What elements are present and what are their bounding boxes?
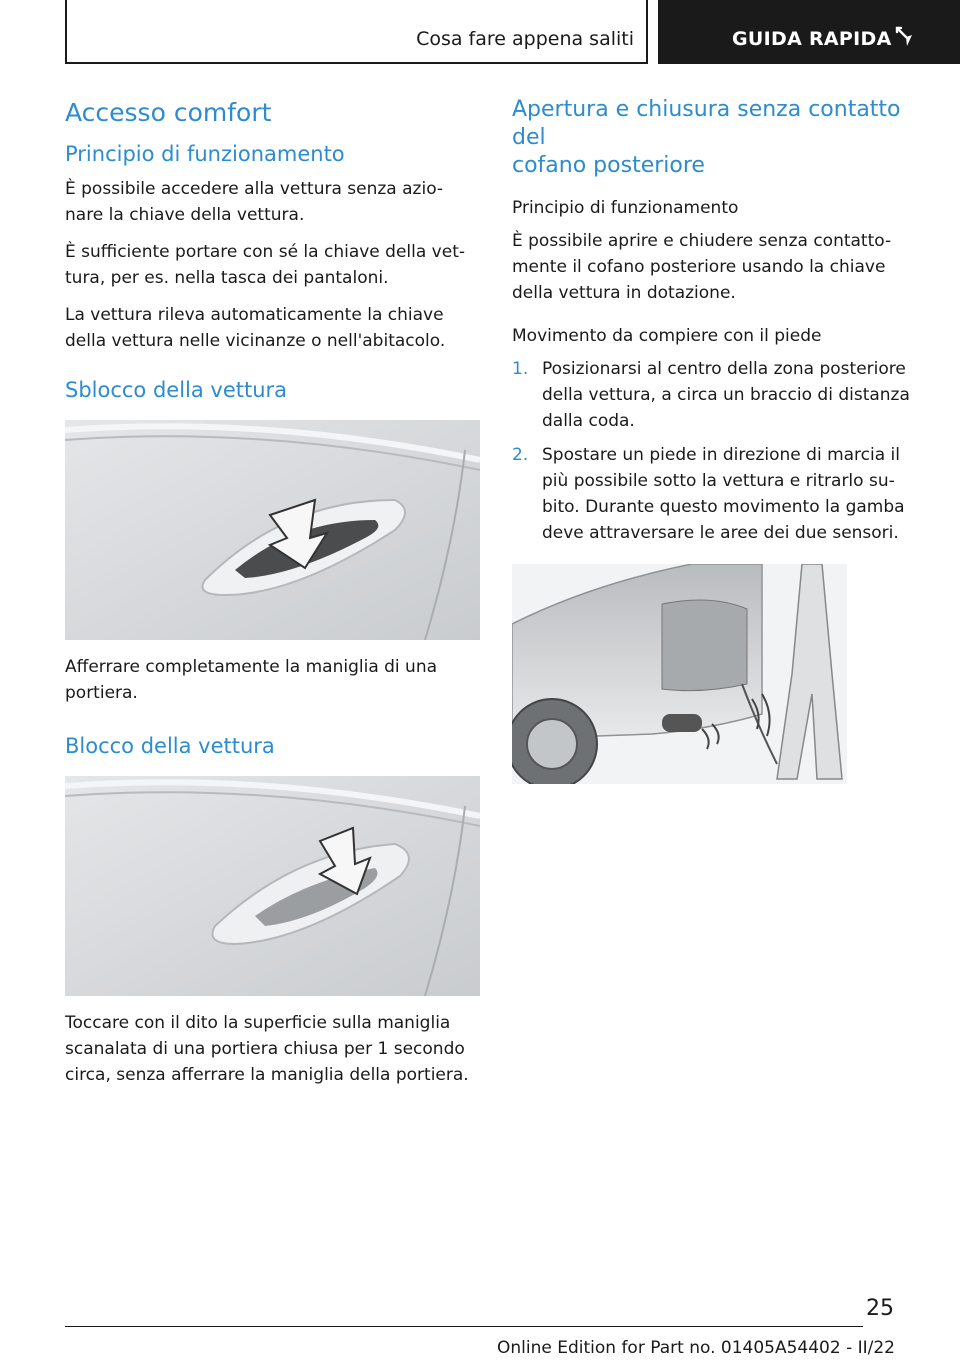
title-tailgate: Apertura e chiusura senza contatto del cofano posteriore xyxy=(512,97,901,178)
title-unlock: Sblocco della vettura xyxy=(65,378,288,402)
unlock-caption-text: Afferrare completamente la maniglia di una portiera. xyxy=(65,657,438,703)
title-lock: Blocco della vettura xyxy=(65,734,275,758)
paragraph-2 xyxy=(65,239,480,291)
step-item xyxy=(512,442,928,546)
door-handle-unlock-image xyxy=(65,420,480,640)
paragraph-1 xyxy=(65,176,480,228)
step-item xyxy=(512,356,928,434)
principle-paragraph xyxy=(512,228,928,306)
step-text: Posizionarsi al centro della zona posteriore della vettura, a circa un braccio di distanza dalla coda. xyxy=(542,359,910,431)
header-chapter-box xyxy=(658,0,960,64)
paragraph-2-text: È sufficiente portare con sé la chiave della vet- tura, per es. nella tasca dei pantaloni. xyxy=(65,242,465,288)
steps-list xyxy=(512,356,928,546)
subtitle-principle: Principio di funzionamento xyxy=(65,142,345,166)
principle-paragraph-text: È possibile aprire e chiudere senza contatto- mente il cofano posteriore usando la chiave della vettura in dotazione. xyxy=(512,231,892,303)
quick-guide-arrow-icon xyxy=(894,26,916,50)
lock-caption-text: Toccare con il dito la superficie sulla maniglia scanalata di una portiera chiusa per 1 secondo circa, senza afferrare la maniglia della portiera. xyxy=(65,1013,469,1085)
door-handle-lock-image xyxy=(65,776,480,996)
title-accesso-comfort: Accesso comfort xyxy=(65,98,272,127)
edition-footer: Online Edition for Part no. 01405A54402 - II/22 xyxy=(496,1338,895,1358)
lock-caption xyxy=(65,1010,480,1088)
step-number: 2. xyxy=(512,445,529,465)
step-text: Spostare un piede in direzione di marcia il più possibile sotto la vettura e ritrarlo su- bito. Durante questo movimento la gamba deve attraversare le aree dei due sensori. xyxy=(542,445,905,543)
chapter-title: GUIDA RAPIDA xyxy=(732,28,892,50)
unlock-caption xyxy=(65,654,480,706)
paragraph-1-text: È possibile accedere alla vettura senza azio- nare la chiave della vettura. xyxy=(65,179,444,225)
principle-heading: Principio di funzionamento xyxy=(512,198,739,218)
page-number: 25 xyxy=(866,1296,894,1321)
movement-heading: Movimento da compiere con il piede xyxy=(512,326,822,346)
left-column xyxy=(65,96,480,1099)
footer-rule xyxy=(65,1326,863,1327)
step-number: 1. xyxy=(512,359,529,379)
header-section-box xyxy=(65,0,648,64)
section-title: Cosa fare appena saliti xyxy=(416,28,634,50)
paragraph-3 xyxy=(65,302,480,354)
right-column xyxy=(512,96,928,784)
paragraph-3-text: La vettura rileva automaticamente la chiave della vettura nelle vicinanze o nell'abitacolo. xyxy=(65,305,446,351)
tailgate-foot-gesture-image xyxy=(512,564,847,784)
